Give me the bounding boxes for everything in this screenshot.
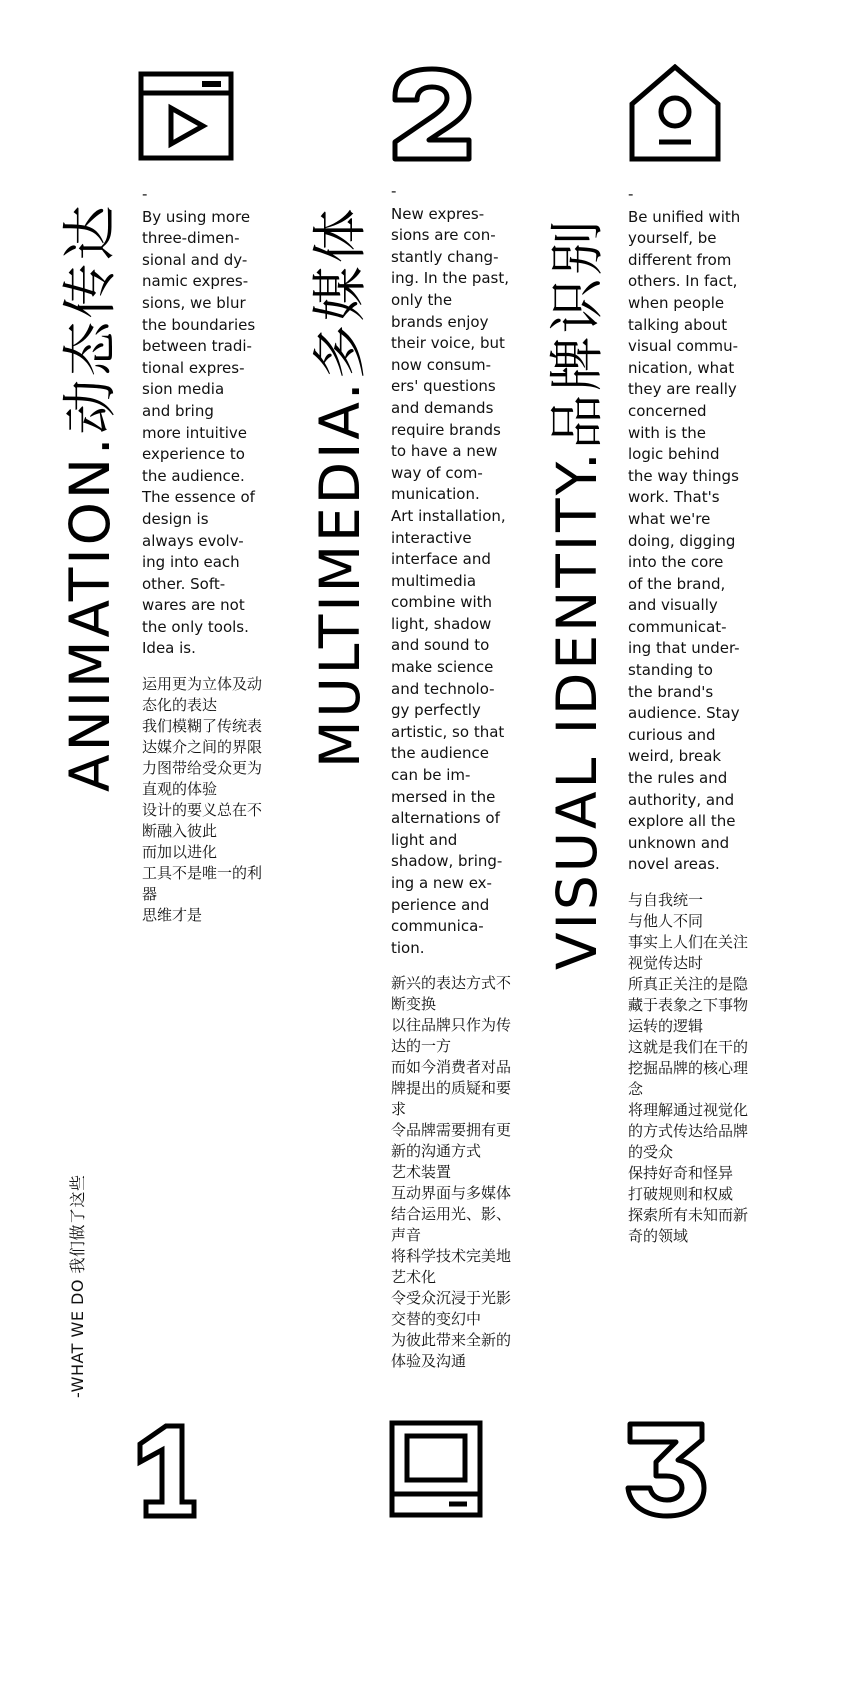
visual-identity-text-en: Be unified with yourself, be different from others. In fact, when people talking about visual commu- nication, what they are really concerned with is the logic behind the way things work. That's what we're doing, digging into the core of the brand, and visually communicat- ing that under- standing to the brand's audience. Stay curious and weird, break the rules and authority, and explore all the unknown and novel areas. xyxy=(628,207,741,874)
animation-description xyxy=(142,184,267,926)
multimedia-text-cn: 新兴的表达方式不 断变换 以往品牌只作为传 达的一方 而如今消费者对品 牌提出的质疑和要 求 令品牌需要拥有更 新的沟通方式 艺术装置 互动界面与多媒体 结合运用光、影、 声音 将科学技术完美地 艺术化 令受众沉浸于光影 交替的变幻中 为彼此带来全新的 体验及沟通 xyxy=(391,974,512,1371)
what-we-do-label: -WHAT WE DO 我们做了这些 xyxy=(68,1174,87,1398)
animation-text-en: By using more three-dimen- sional and dy- namic expres- sions, we blur the boundaries between tradi- tional expres- sion media and bring more intuitive experience to the audience. The essence of design is always evolv- ing into each other. Soft- wares are not the only tools. Idea is. xyxy=(142,207,256,658)
number-1-graphic xyxy=(136,1422,198,1520)
dash: - xyxy=(391,182,397,200)
dash: - xyxy=(142,185,148,203)
animation-title: ANIMATION.动态传达 xyxy=(58,202,122,792)
animation-text-cn: 运用更为立体及动 态化的表达 我们模糊了传统表 达媒介之间的界限 力图带给受众更为 直观的体验 设计的要义总在不 断融入彼此 而加以进化 工具不是唯一的利 器 思维才是 xyxy=(142,675,263,925)
multimedia-text-en: New expres- sions are con- stantly chang- ing. In the past, only the brands enjoy their voice, but now consum- ers' questions and demands require brands to have a new way of com- munication. Art installation, interactive interface and multimedia combine with light, shadow and sound to make science and technolo- gy perfectly artistic, so that the audience can be im- mersed in the alternations of light and shadow, bring- ing a new ex- perience and communica- tion. xyxy=(391,204,509,957)
number-3-graphic xyxy=(624,1420,710,1520)
visual-identity-title: VISUAL IDENTITY.品牌识别 xyxy=(545,217,609,970)
number-2-graphic xyxy=(389,66,475,162)
visual-identity-text-cn: 与自我统一 与他人不同 事实上人们在关注 视觉传达时 所真正关注的是隐 藏于表象之下事物 运转的逻辑 这就是我们在干的 挖掘品牌的核心理 念 将理解通过视觉化 的方式传达给品牌 的受众 保持好奇和怪异 打破规则和权威 探索所有未知而新 奇的领域 xyxy=(628,891,749,1245)
house-icon xyxy=(629,64,721,162)
visual-identity-description xyxy=(628,184,753,1247)
computer-monitor-icon xyxy=(389,1420,483,1518)
multimedia-description xyxy=(391,181,516,1372)
dash: - xyxy=(628,185,634,203)
browser-play-icon xyxy=(138,71,234,161)
multimedia-title: MULTIMEDIA.多媒体 xyxy=(308,205,372,768)
